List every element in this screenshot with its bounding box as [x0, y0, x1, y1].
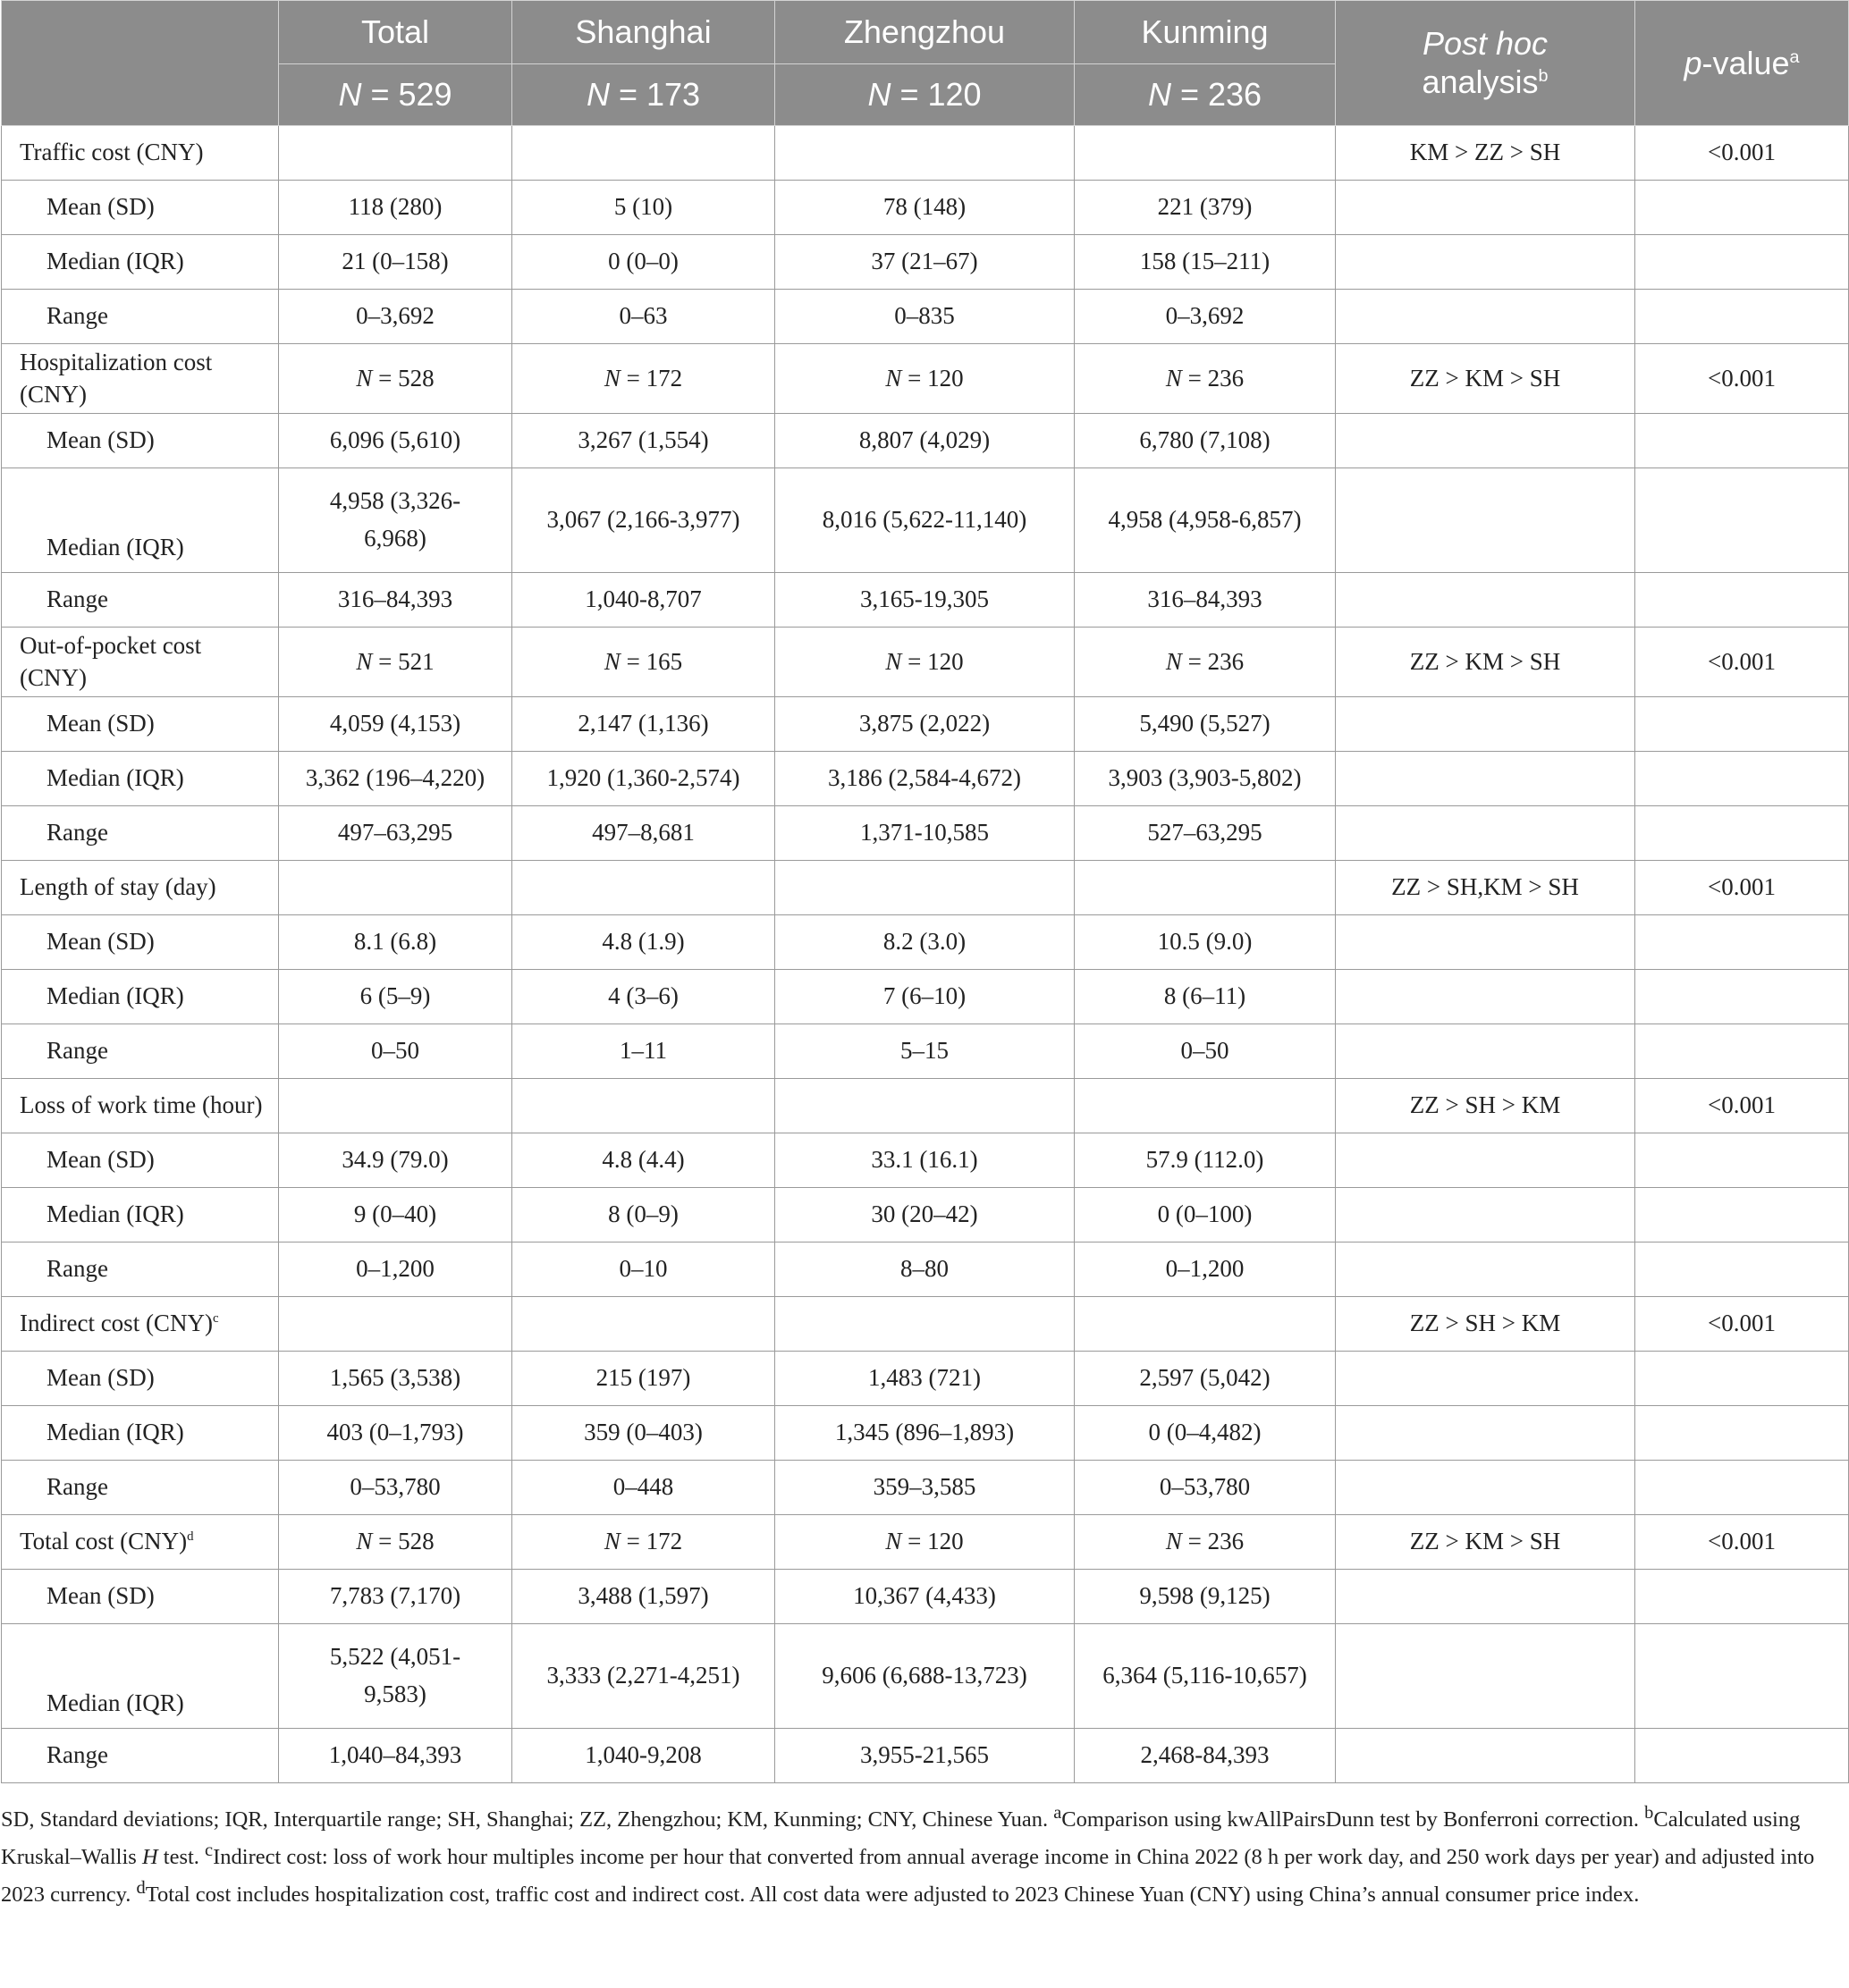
pvalue-cell — [1635, 235, 1849, 290]
row-label: Median (IQR) — [2, 970, 279, 1024]
posthoc-cell — [1336, 697, 1635, 752]
section-n-cell: N = 521 — [279, 628, 512, 697]
value-cell: 0–3,692 — [279, 290, 512, 344]
section-n-cell — [775, 126, 1075, 181]
pvalue-cell — [1635, 1188, 1849, 1242]
value-cell: 6,780 (7,108) — [1075, 414, 1336, 468]
value-cell: 7,783 (7,170) — [279, 1570, 512, 1624]
row-label: Range — [2, 573, 279, 628]
pvalue-cell — [1635, 1624, 1849, 1729]
value-cell: 3,067 (2,166-3,977) — [512, 468, 775, 573]
value-cell: 0 (0–0) — [512, 235, 775, 290]
value-cell: 5,522 (4,051-9,583) — [279, 1624, 512, 1729]
pvalue-cell: <0.001 — [1635, 1297, 1849, 1352]
pvalue-cell — [1635, 915, 1849, 970]
value-cell: 8.2 (3.0) — [775, 915, 1075, 970]
table-row — [2, 1024, 1849, 1079]
value-cell: 3,903 (3,903-5,802) — [1075, 752, 1336, 806]
posthoc-cell — [1336, 1624, 1635, 1729]
section-n-cell — [1075, 1297, 1336, 1352]
row-label: Range — [2, 1024, 279, 1079]
header-corner-cell — [2, 1, 279, 126]
section-n-cell — [1075, 861, 1336, 915]
value-cell: 158 (15–211) — [1075, 235, 1336, 290]
value-cell: 0 (0–100) — [1075, 1188, 1336, 1242]
header-pvalue: p-value$^a$ — [1635, 1, 1849, 126]
value-cell: 57.9 (112.0) — [1075, 1133, 1336, 1188]
value-cell: 1,371-10,585 — [775, 806, 1075, 861]
header-n-total: N = 529 — [279, 64, 512, 126]
pvalue-cell: <0.001 — [1635, 1079, 1849, 1133]
value-cell: 10,367 (4,433) — [775, 1570, 1075, 1624]
section-row — [2, 1079, 1849, 1133]
header-n-kunming: N = 236 — [1075, 64, 1336, 126]
value-cell: 0–53,780 — [1075, 1461, 1336, 1515]
pvalue-cell — [1635, 1570, 1849, 1624]
table-row — [2, 970, 1849, 1024]
header-col-zhengzhou: Zhengzhou — [775, 1, 1075, 64]
section-row — [2, 344, 1849, 414]
table-row — [2, 1461, 1849, 1515]
value-cell: 0–448 — [512, 1461, 775, 1515]
value-cell: 0–53,780 — [279, 1461, 512, 1515]
table-row — [2, 1624, 1849, 1729]
row-label: Mean (SD) — [2, 1133, 279, 1188]
footnote-a: Comparison using kwAllPairsDunn test by Bonferroni correction. — [1061, 1807, 1640, 1832]
posthoc-cell — [1336, 1406, 1635, 1461]
value-cell: 497–8,681 — [512, 806, 775, 861]
pvalue-cell — [1635, 181, 1849, 235]
posthoc-cell — [1336, 806, 1635, 861]
table-row — [2, 1352, 1849, 1406]
section-row — [2, 1297, 1849, 1352]
section-n-cell — [279, 1079, 512, 1133]
value-cell: 30 (20–42) — [775, 1188, 1075, 1242]
value-cell: 221 (379) — [1075, 181, 1336, 235]
section-n-cell — [775, 861, 1075, 915]
header-n-zhengzhou: N = 120 — [775, 64, 1075, 126]
value-cell: 403 (0–1,793) — [279, 1406, 512, 1461]
value-cell: 215 (197) — [512, 1352, 775, 1406]
value-cell: 4,958 (3,326-6,968) — [279, 468, 512, 573]
pvalue-cell — [1635, 1242, 1849, 1297]
row-label: Median (IQR) — [2, 1624, 279, 1729]
posthoc-cell: ZZ > SH > KM — [1336, 1297, 1635, 1352]
posthoc-cell: ZZ > SH > KM — [1336, 1079, 1635, 1133]
value-cell: 1–11 — [512, 1024, 775, 1079]
table-row — [2, 181, 1849, 235]
table-row — [2, 573, 1849, 628]
row-label: Range — [2, 1461, 279, 1515]
table-row — [2, 915, 1849, 970]
value-cell: 0–10 — [512, 1242, 775, 1297]
posthoc-cell — [1336, 1242, 1635, 1297]
section-n-cell — [279, 126, 512, 181]
value-cell: 2,147 (1,136) — [512, 697, 775, 752]
section-n-cell: N = 120 — [775, 1515, 1075, 1570]
value-cell: 3,333 (2,271-4,251) — [512, 1624, 775, 1729]
pvalue-cell: <0.001 — [1635, 344, 1849, 414]
value-cell: 8–80 — [775, 1242, 1075, 1297]
posthoc-cell — [1336, 1461, 1635, 1515]
section-n-cell: N = 165 — [512, 628, 775, 697]
value-cell: 7 (6–10) — [775, 970, 1075, 1024]
value-cell: 0–50 — [279, 1024, 512, 1079]
value-cell: 1,920 (1,360-2,574) — [512, 752, 775, 806]
posthoc-cell — [1336, 1188, 1635, 1242]
header-col-shanghai: Shanghai — [512, 1, 775, 64]
value-cell: 21 (0–158) — [279, 235, 512, 290]
value-cell: 3,488 (1,597) — [512, 1570, 775, 1624]
value-cell: 4.8 (4.4) — [512, 1133, 775, 1188]
section-n-cell — [775, 1079, 1075, 1133]
posthoc-cell — [1336, 290, 1635, 344]
table-row — [2, 1133, 1849, 1188]
value-cell: 0–1,200 — [1075, 1242, 1336, 1297]
posthoc-cell — [1336, 1352, 1635, 1406]
section-label: Hospitalization cost (CNY) — [2, 344, 279, 414]
section-n-cell — [512, 861, 775, 915]
posthoc-cell — [1336, 1133, 1635, 1188]
value-cell: 9,598 (9,125) — [1075, 1570, 1336, 1624]
pvalue-cell: <0.001 — [1635, 628, 1849, 697]
row-label: Range — [2, 290, 279, 344]
row-label: Median (IQR) — [2, 1406, 279, 1461]
value-cell: 8 (0–9) — [512, 1188, 775, 1242]
section-n-cell: N = 236 — [1075, 344, 1336, 414]
pvalue-cell: <0.001 — [1635, 1515, 1849, 1570]
header-n-shanghai: N = 173 — [512, 64, 775, 126]
section-n-cell: N = 528 — [279, 344, 512, 414]
footnote-abbreviations: SD, Standard deviations; IQR, Interquartile range; SH, Shanghai; ZZ, Zhengzhou; KM, Kunming; CNY, Chinese Yuan. — [1, 1807, 1049, 1832]
value-cell: 1,483 (721) — [775, 1352, 1075, 1406]
value-cell: 2,597 (5,042) — [1075, 1352, 1336, 1406]
pvalue-cell — [1635, 468, 1849, 573]
table-row — [2, 1729, 1849, 1783]
pvalue-cell — [1635, 806, 1849, 861]
pvalue-cell: <0.001 — [1635, 861, 1849, 915]
table-row — [2, 290, 1849, 344]
value-cell: 6 (5–9) — [279, 970, 512, 1024]
row-label: Mean (SD) — [2, 915, 279, 970]
value-cell: 5 (10) — [512, 181, 775, 235]
row-label: Median (IQR) — [2, 1188, 279, 1242]
pvalue-cell — [1635, 1461, 1849, 1515]
section-n-cell: N = 236 — [1075, 628, 1336, 697]
value-cell: 2,468-84,393 — [1075, 1729, 1336, 1783]
value-cell: 8 (6–11) — [1075, 970, 1336, 1024]
footnote-b: Calculated using Kruskal–Wallis H test. — [1, 1807, 1801, 1870]
value-cell: 4,958 (4,958-6,857) — [1075, 468, 1336, 573]
value-cell: 4.8 (1.9) — [512, 915, 775, 970]
value-cell: 316–84,393 — [1075, 573, 1336, 628]
value-cell: 0–835 — [775, 290, 1075, 344]
table-row — [2, 697, 1849, 752]
pvalue-cell: <0.001 — [1635, 126, 1849, 181]
value-cell: 8,807 (4,029) — [775, 414, 1075, 468]
posthoc-cell — [1336, 181, 1635, 235]
row-label: Median (IQR) — [2, 468, 279, 573]
value-cell: 8.1 (6.8) — [279, 915, 512, 970]
value-cell: 359 (0–403) — [512, 1406, 775, 1461]
pvalue-cell — [1635, 970, 1849, 1024]
row-label: Mean (SD) — [2, 697, 279, 752]
value-cell: 0 (0–4,482) — [1075, 1406, 1336, 1461]
value-cell: 3,165-19,305 — [775, 573, 1075, 628]
value-cell: 1,040-8,707 — [512, 573, 775, 628]
value-cell: 0–63 — [512, 290, 775, 344]
posthoc-cell — [1336, 752, 1635, 806]
section-n-cell: N = 172 — [512, 1515, 775, 1570]
row-label: Mean (SD) — [2, 181, 279, 235]
value-cell: 10.5 (9.0) — [1075, 915, 1336, 970]
posthoc-cell: KM > ZZ > SH — [1336, 126, 1635, 181]
posthoc-cell — [1336, 1570, 1635, 1624]
table-row — [2, 414, 1849, 468]
section-n-cell: N = 172 — [512, 344, 775, 414]
value-cell: 0–3,692 — [1075, 290, 1336, 344]
section-label: Indirect cost (CNY)$^c$ — [2, 1297, 279, 1352]
section-n-cell — [279, 861, 512, 915]
pvalue-cell — [1635, 290, 1849, 344]
value-cell: 118 (280) — [279, 181, 512, 235]
row-label: Mean (SD) — [2, 1570, 279, 1624]
section-row — [2, 861, 1849, 915]
posthoc-cell — [1336, 1729, 1635, 1783]
value-cell: 4 (3–6) — [512, 970, 775, 1024]
value-cell: 9 (0–40) — [279, 1188, 512, 1242]
section-row — [2, 126, 1849, 181]
value-cell: 3,955-21,565 — [775, 1729, 1075, 1783]
section-n-cell — [512, 126, 775, 181]
pvalue-cell — [1635, 414, 1849, 468]
posthoc-cell — [1336, 414, 1635, 468]
row-label: Median (IQR) — [2, 752, 279, 806]
value-cell: 527–63,295 — [1075, 806, 1336, 861]
pvalue-cell — [1635, 697, 1849, 752]
header-col-kunming: Kunming — [1075, 1, 1336, 64]
value-cell: 497–63,295 — [279, 806, 512, 861]
section-n-cell — [1075, 126, 1336, 181]
table-row — [2, 1570, 1849, 1624]
section-label: Total cost (CNY)$^d$ — [2, 1515, 279, 1570]
cost-table — [1, 0, 1849, 1783]
posthoc-cell — [1336, 1024, 1635, 1079]
value-cell: 1,345 (896–1,893) — [775, 1406, 1075, 1461]
value-cell: 5,490 (5,527) — [1075, 697, 1336, 752]
value-cell: 3,186 (2,584-4,672) — [775, 752, 1075, 806]
section-n-cell: N = 236 — [1075, 1515, 1336, 1570]
row-label: Median (IQR) — [2, 235, 279, 290]
header-posthoc: Post hoc analysis$^b$ — [1336, 1, 1635, 126]
row-label: Range — [2, 1242, 279, 1297]
table-row — [2, 806, 1849, 861]
value-cell: 9,606 (6,688-13,723) — [775, 1624, 1075, 1729]
value-cell: 6,096 (5,610) — [279, 414, 512, 468]
posthoc-cell — [1336, 915, 1635, 970]
row-label: Mean (SD) — [2, 414, 279, 468]
footnote-d: Total cost includes hospitalization cost, traffic cost and indirect cost. All cost data were adjusted to 2023 Chinese Yuan (CNY) using China’s annual consumer price index. — [145, 1883, 1640, 1908]
posthoc-cell — [1336, 235, 1635, 290]
posthoc-cell — [1336, 573, 1635, 628]
section-label: Out-of-pocket cost (CNY) — [2, 628, 279, 697]
value-cell: 3,875 (2,022) — [775, 697, 1075, 752]
section-n-cell — [512, 1297, 775, 1352]
posthoc-cell: ZZ > KM > SH — [1336, 1515, 1635, 1570]
pvalue-cell — [1635, 1133, 1849, 1188]
pvalue-cell — [1635, 1406, 1849, 1461]
pvalue-cell — [1635, 752, 1849, 806]
section-n-cell — [279, 1297, 512, 1352]
value-cell: 8,016 (5,622-11,140) — [775, 468, 1075, 573]
value-cell: 3,267 (1,554) — [512, 414, 775, 468]
row-label: Mean (SD) — [2, 1352, 279, 1406]
header-col-total: Total — [279, 1, 512, 64]
pvalue-cell — [1635, 1352, 1849, 1406]
value-cell: 0–1,200 — [279, 1242, 512, 1297]
section-n-cell: N = 120 — [775, 344, 1075, 414]
section-label: Length of stay (day) — [2, 861, 279, 915]
value-cell: 5–15 — [775, 1024, 1075, 1079]
section-n-cell — [775, 1297, 1075, 1352]
row-label: Range — [2, 806, 279, 861]
value-cell: 33.1 (16.1) — [775, 1133, 1075, 1188]
posthoc-cell — [1336, 468, 1635, 573]
pvalue-cell — [1635, 573, 1849, 628]
value-cell: 359–3,585 — [775, 1461, 1075, 1515]
posthoc-cell — [1336, 970, 1635, 1024]
value-cell: 0–50 — [1075, 1024, 1336, 1079]
row-label: Range — [2, 1729, 279, 1783]
section-n-cell — [512, 1079, 775, 1133]
section-row — [2, 1515, 1849, 1570]
section-label: Loss of work time (hour) — [2, 1079, 279, 1133]
table-footnote: SD, Standard deviations; IQR, Interquartile range; SH, Shanghai; ZZ, Zhengzhou; KM, Kunming; CNY, Chinese Yuan. $^a$Comparison using kwAllPairsDunn test by Bonferroni correction. $^b$Calculated using Kruskal–Wallis H test. $^c$Indirect cost: loss of work hour multiples income per hour that converted from annual average income in China 2022 (8 h per work day, and 250 work days per year) and adjusted into 2023 currency. $^d$Total cost includes hospitalization cost, traffic cost and indirect cost. All cost data were adjusted to 2023 Chinese Yuan (CNY) using China’s annual consumer price index. — [1, 1803, 1815, 1908]
table-row — [2, 1406, 1849, 1461]
value-cell: 316–84,393 — [279, 573, 512, 628]
section-n-cell: N = 120 — [775, 628, 1075, 697]
table-body — [2, 126, 1849, 1783]
value-cell: 3,362 (196–4,220) — [279, 752, 512, 806]
section-label: Traffic cost (CNY) — [2, 126, 279, 181]
table-row — [2, 752, 1849, 806]
value-cell: 78 (148) — [775, 181, 1075, 235]
value-cell: 34.9 (79.0) — [279, 1133, 512, 1188]
posthoc-cell: ZZ > KM > SH — [1336, 344, 1635, 414]
pvalue-cell — [1635, 1024, 1849, 1079]
section-row — [2, 628, 1849, 697]
value-cell: 6,364 (5,116-10,657) — [1075, 1624, 1336, 1729]
value-cell: 37 (21–67) — [775, 235, 1075, 290]
table-header — [2, 1, 1849, 126]
table-row — [2, 1242, 1849, 1297]
footnote-c: Indirect cost: loss of work hour multiples income per hour that converted from annual average income in China 2022 (8 h per work day, and 250 work days per year) and adjusted into 2023 currency. — [1, 1845, 1815, 1908]
value-cell: 1,565 (3,538) — [279, 1352, 512, 1406]
table-row — [2, 468, 1849, 573]
posthoc-cell: ZZ > KM > SH — [1336, 628, 1635, 697]
pvalue-cell — [1635, 1729, 1849, 1783]
value-cell: 1,040-9,208 — [512, 1729, 775, 1783]
posthoc-cell: ZZ > SH,KM > SH — [1336, 861, 1635, 915]
table-row — [2, 235, 1849, 290]
value-cell: 1,040–84,393 — [279, 1729, 512, 1783]
section-n-cell — [1075, 1079, 1336, 1133]
section-n-cell: N = 528 — [279, 1515, 512, 1570]
value-cell: 4,059 (4,153) — [279, 697, 512, 752]
table-row — [2, 1188, 1849, 1242]
